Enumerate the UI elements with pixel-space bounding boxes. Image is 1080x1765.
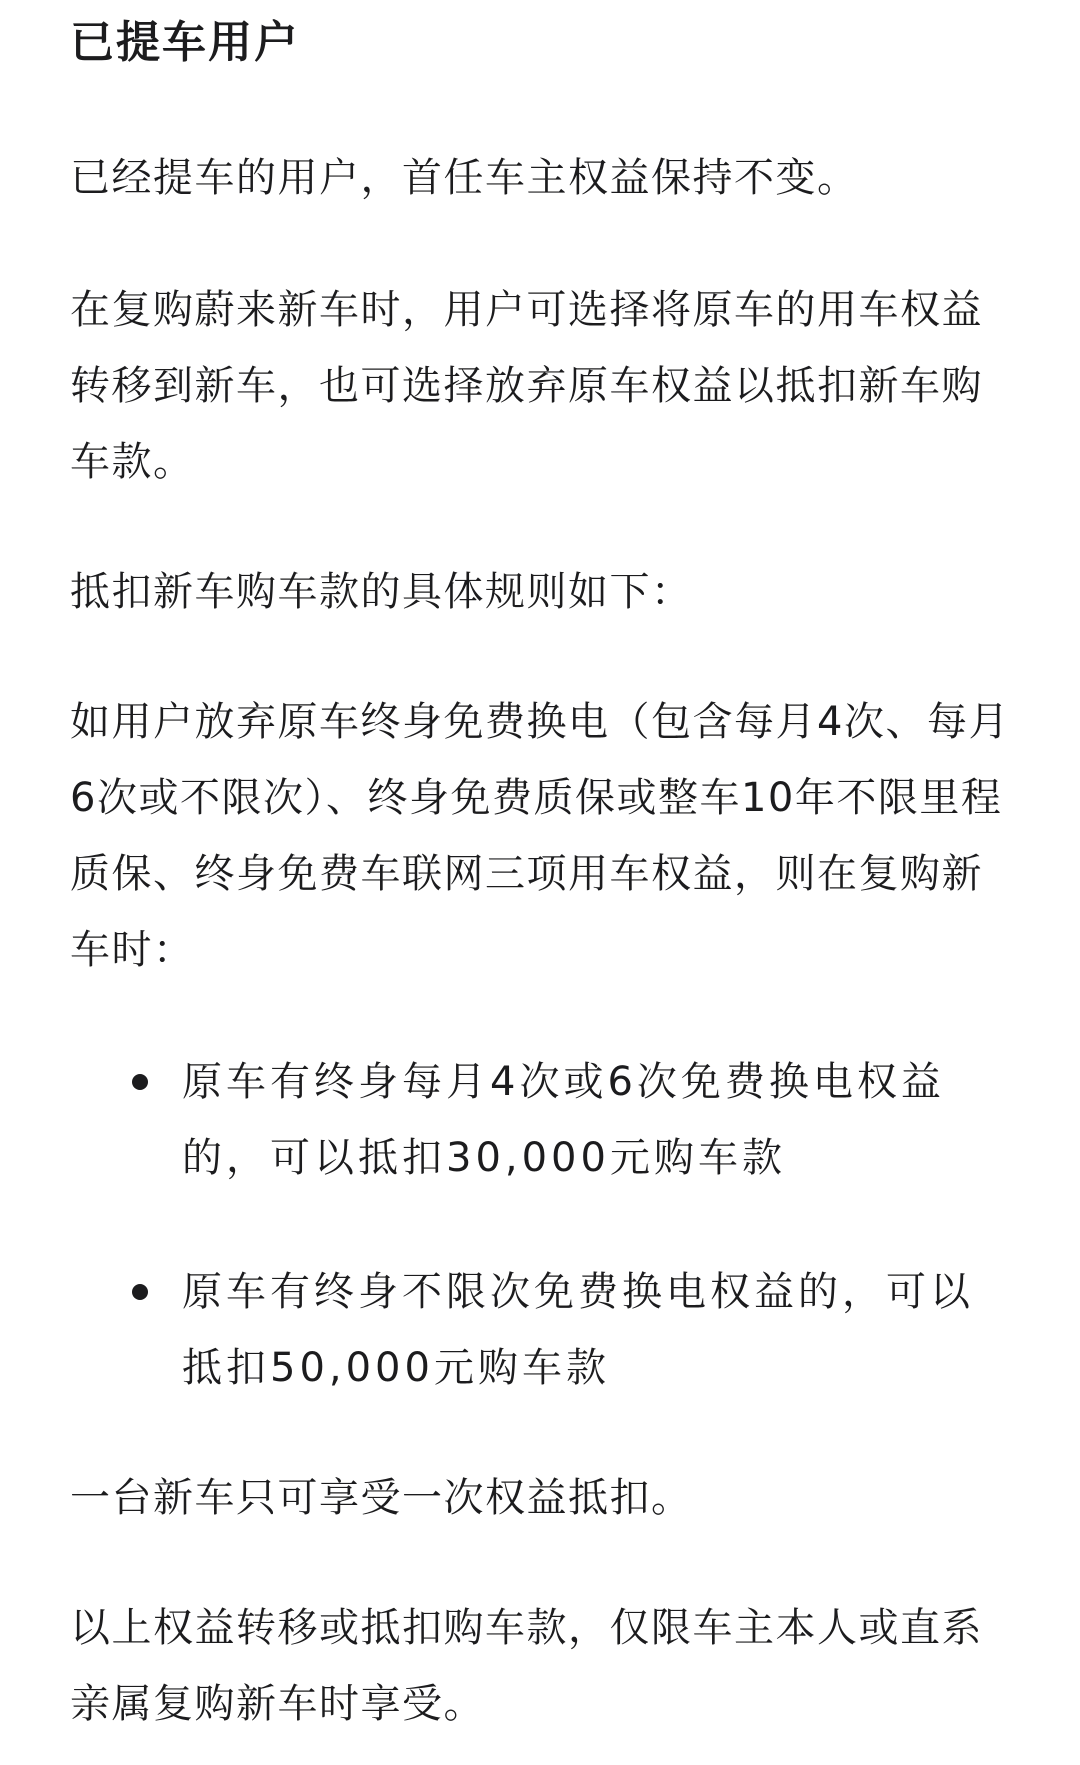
paragraph-eligibility: 以上权益转移或抵扣购车款，仅限车主本人或直系亲属复购新车时享受。 [70, 1605, 983, 1727]
paragraph-rules-intro: 抵扣新车购车款的具体规则如下： [70, 569, 693, 615]
paragraph-single-deduction: 一台新车只可享受一次权益抵扣。 [70, 1475, 693, 1521]
bullet-icon [132, 1284, 148, 1300]
list-item-text: 原车有终身不限次免费换电权益的，可以抵扣50,000元购车款 [182, 1269, 974, 1391]
bullet-icon [132, 1074, 148, 1090]
deduction-list [70, 1044, 1010, 1406]
list-item [70, 1044, 1010, 1196]
list-item-text: 原车有终身每月4次或6次免费换电权益的，可以抵扣30,000元购车款 [182, 1059, 945, 1181]
article-title: 已提车用户 [70, 17, 300, 68]
paragraph-transfer-option: 在复购蔚来新车时，用户可选择将原车的用车权益转移到新车，也可选择放弃原车权益以抵扣新车购车款。 [70, 287, 983, 485]
paragraph-owner-rights: 已经提车的用户，首任车主权益保持不变。 [70, 155, 859, 201]
paragraph-waiver-conditions: 如用户放弃原车终身免费换电（包含每月4次、每月6次或不限次）、终身免费质保或整车10年不限里程质保、终身免费车联网三项用车权益，则在复购新车时： [70, 699, 1010, 973]
list-item [70, 1254, 1010, 1406]
